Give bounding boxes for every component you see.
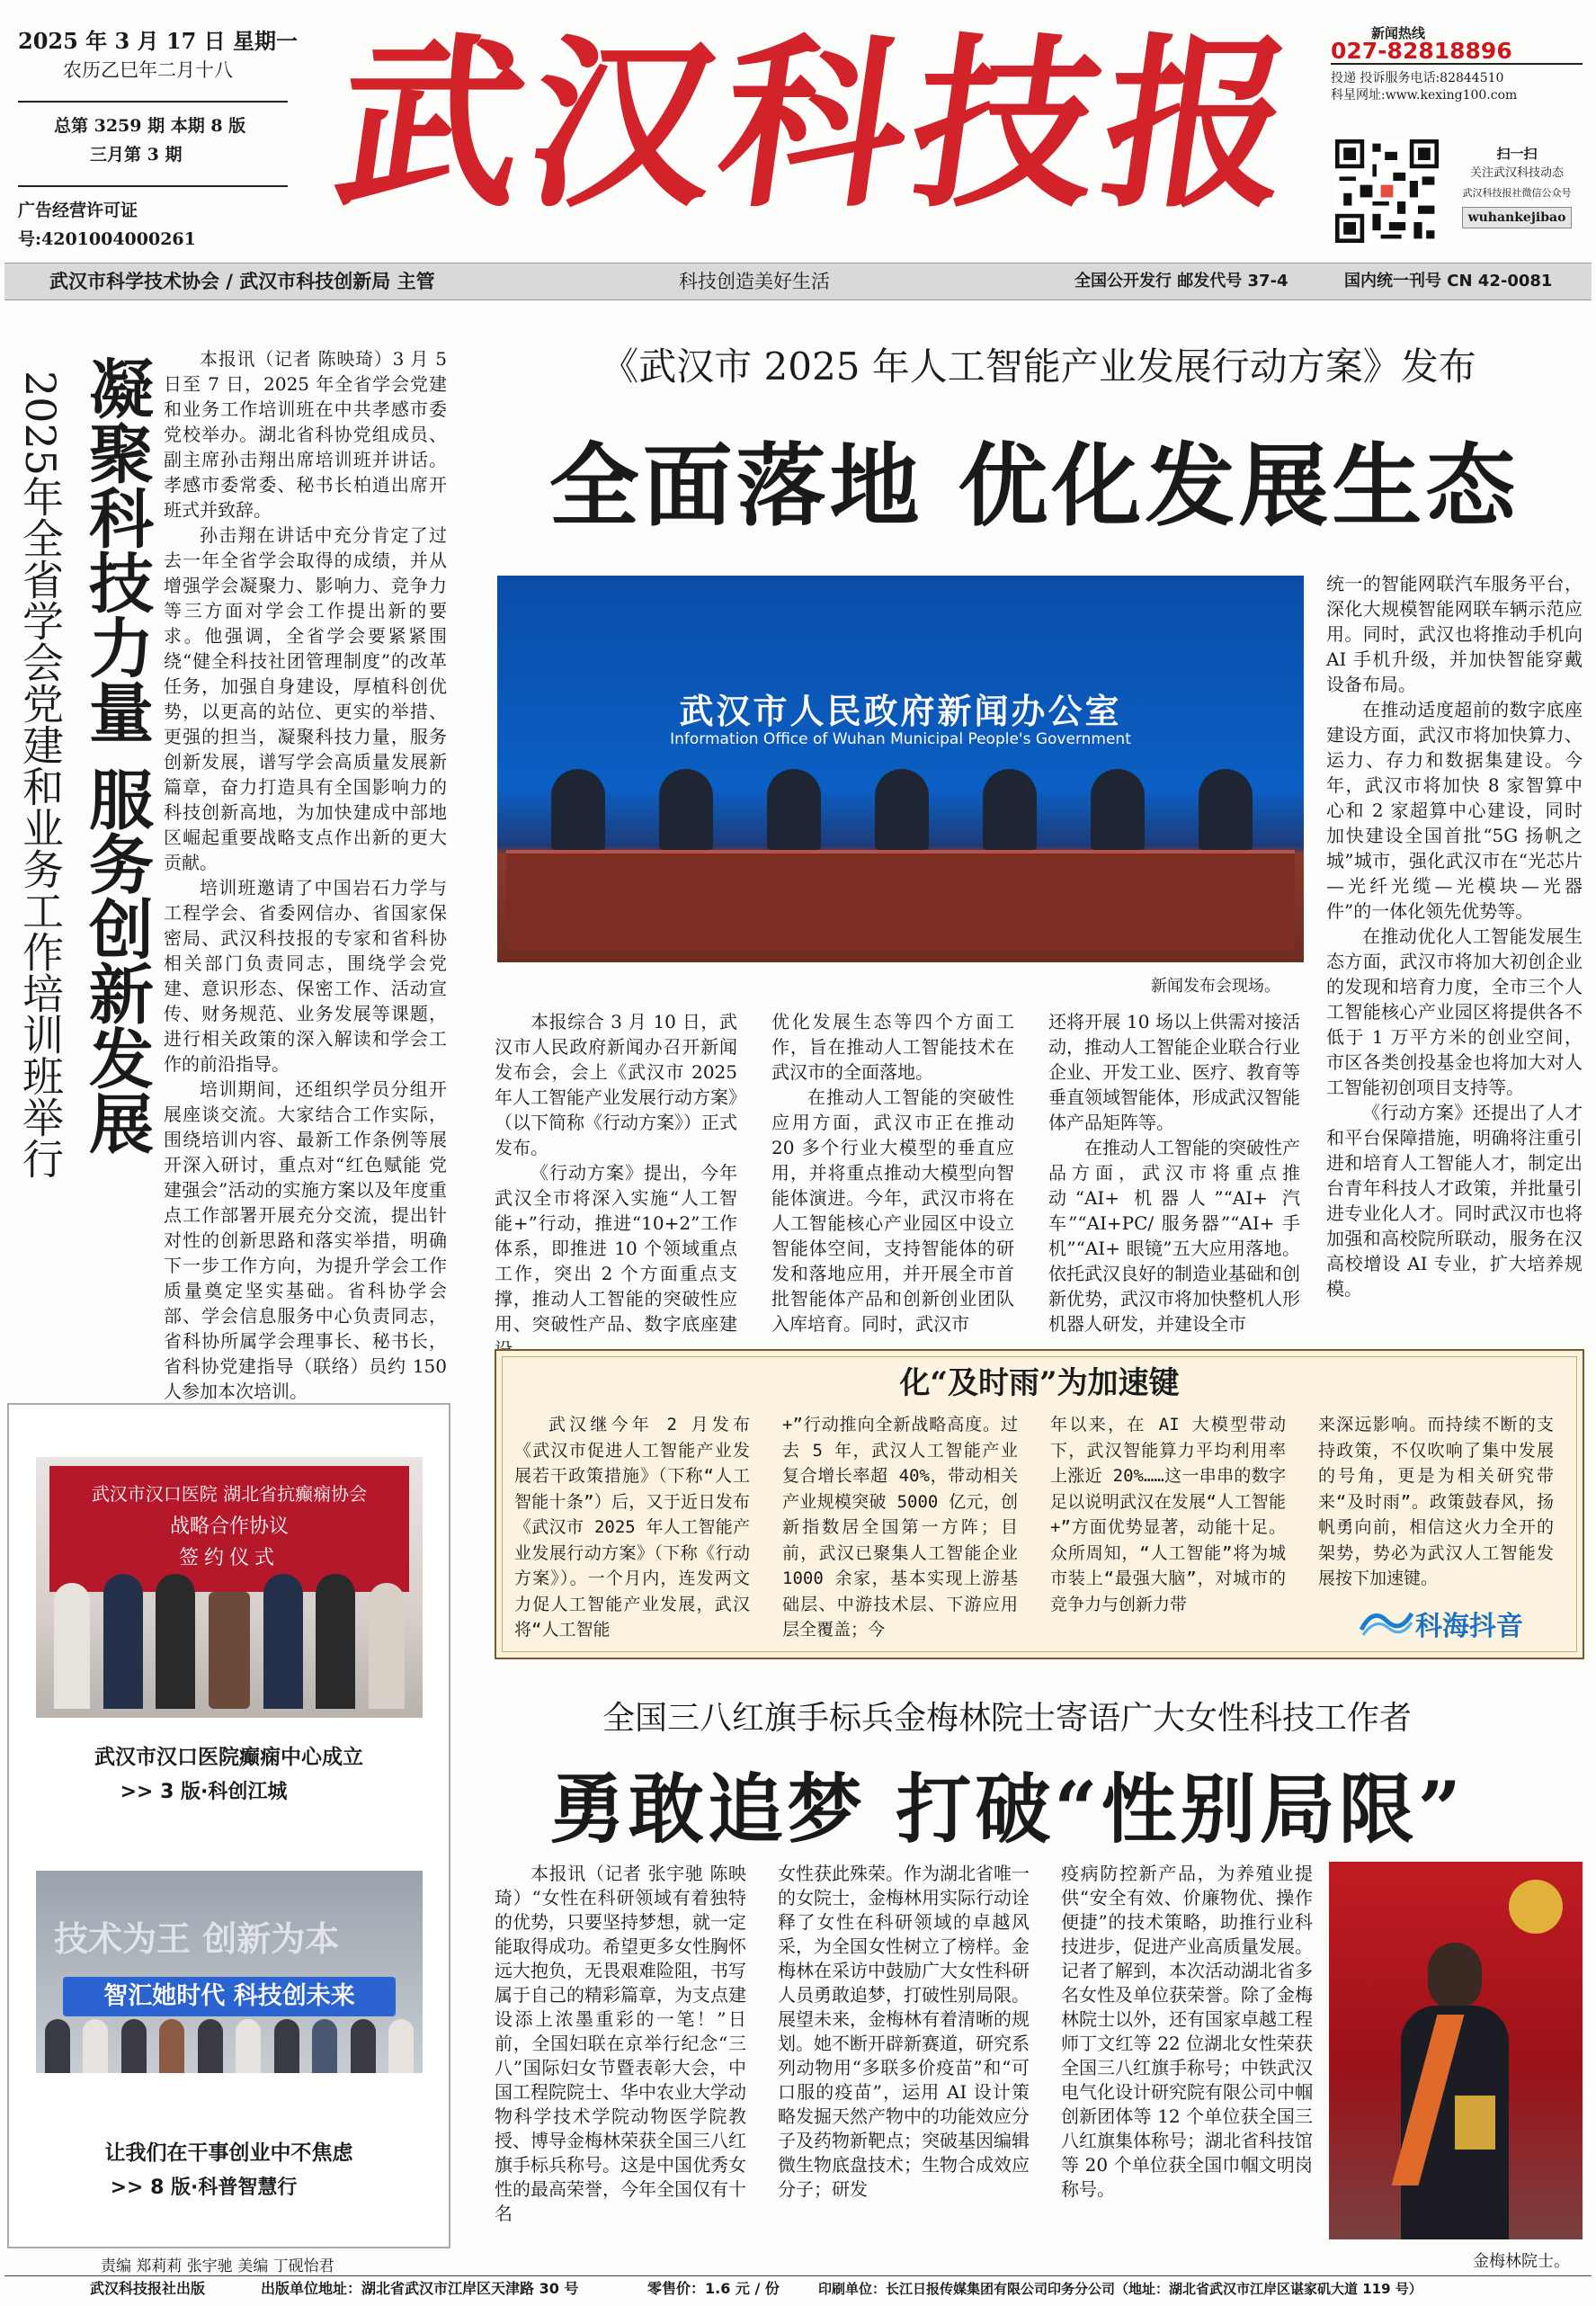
bottom-col-3: 疫病防控新产品，为养殖业提供“安全有效、价廉物优、操作便捷”的技术策略，助推行业科技进步，促进产业高质量发展。记者了解到，本次活动湖北省多名女性及单位获荣誉。除了金梅林院士以外，还有国家卓越工程师丁文红等 22 位湖北女性荣获全国三八红旗手称号；中铁武汉电气化设计研究院有限公司中帼创新团体等 12 个单位获全国三八红旗集体称号；湖北省科技馆等 20 个单位获全国巾帼文明岗称号。 xyxy=(1061,1863,1313,2200)
paragraph: 本报讯（记者 陈映琦）3 月 5 日至 7 日，2025 年全省学会党建和业务工作培训班在中共孝感市委党校举办。湖北省科协党组成员、副主席孙击翔出席培训班并讲话。孝感市委常委、秘书长柏逍出席开班式并致辞。 xyxy=(164,348,447,521)
commentary-box xyxy=(495,1349,1584,1659)
qr-line: 扫一扫 xyxy=(1496,146,1538,162)
people-row xyxy=(45,2019,414,2073)
printer: 印刷单位：长江日报传媒集团有限公司印务分公司（地址：湖北省武汉市江岸区谌家矶大道 119 号） xyxy=(818,2281,1422,2297)
qr-line: 关注武汉科技动态 xyxy=(1469,166,1564,180)
masthead-left xyxy=(18,27,315,254)
academician-photo xyxy=(1329,1862,1583,2239)
paragraph: 《行动方案》还提出了人才和平台保障措施，明确将注重引进和培育人工智能人才，制定出台青年科技人才政策，并批量引进专业化人才。同时武汉市也将加强和高校院所联动，服务在汉高校增设 AI 专业，扩大培养规模。 xyxy=(1326,1102,1583,1300)
photo-banner: 智汇她时代 科技创未来 xyxy=(63,1977,396,2016)
academician-caption: 金梅林院士。 xyxy=(1473,2252,1570,2271)
commentary-brand xyxy=(1360,1598,1566,1643)
main-col-1 xyxy=(495,1009,737,1333)
sponsor: 武汉市科学技术协会 / 武汉市科技创新局 主管 xyxy=(49,271,435,292)
main-story-headline: 全面落地 优化发展生态 xyxy=(548,433,1520,539)
photo-banner-cn: 武汉市人民政府新闻办公室 xyxy=(679,691,1122,731)
main-col-3 xyxy=(1048,1009,1300,1333)
qr-caption xyxy=(1449,144,1584,228)
issue-week: 三月第 3 期 xyxy=(90,145,183,165)
ad-license: 广告经营许可证号:4201004000261 xyxy=(18,201,196,249)
lunar-date: 农历乙巳年二月十八 xyxy=(63,59,233,81)
commentary-col: 武汉继今年 2 月发布《武汉市促进人工智能产业发展若干政策措施》（下称“人工智能十条”）后，又于近日发布《武汉市 2025 年人工智能产业发展行动方案》（下称《行动方案》）。一个月内，连发两文力促人工智能产业发展，武汉将“人工智能 xyxy=(514,1415,750,1640)
qr-code-icon xyxy=(1335,139,1439,243)
sidebar-item1-title[interactable]: 武汉市汉口医院癫痫中心成立 xyxy=(94,1745,363,1769)
contact-website: 科星网址:www.kexing100.com xyxy=(1331,88,1518,103)
editors-line: 责编 郑莉莉 张宇驰 美编 丁砚怡君 xyxy=(101,2257,334,2275)
commentary-col: 来深远影响。而持续不断的支持政策，不仅吹响了集中发展的号角，更是为相关研究带来“及时雨”。政策鼓春风，扬帆勇向前，相信这火力全开的架势，势必为武汉人工智能发展按下加速键。 xyxy=(1318,1415,1554,1588)
left-story-subhead: 2025年全省学会党建和业务工作培训班举行 xyxy=(16,371,65,1180)
sidebar-item1-ref[interactable]: >> 3 版·科创江城 xyxy=(120,1781,288,1803)
info-bar xyxy=(4,263,1592,300)
main-col-2 xyxy=(771,1009,1014,1333)
bottom-story-subhead: 全国三八红旗手标兵金梅林院士寄语广大女性科技工作者 xyxy=(602,1700,1412,1737)
logo-title: 武汉科技报 xyxy=(324,15,1313,233)
paragraph: 《行动方案》提出，今年武汉全市将深入实施“人工智能+”行动，推进“10+2”工作体系，即推进 10 个领域重点工作，突出 2 个方面重点支撑，推动人工智能的突破性应用、突破性产品、数字底座建 xyxy=(495,1162,737,1335)
podium xyxy=(506,850,1295,949)
issue-number: 总第 3259 期 本期 8 版 xyxy=(54,116,246,136)
publisher-address: 出版单位地址：湖北省武汉市江岸区天津路 30 号 xyxy=(261,2280,579,2297)
sidebar-item2-ref[interactable]: >> 8 版·科普智慧行 xyxy=(110,2176,298,2199)
backdrop-line1: 武汉市汉口医院 湖北省抗癫痫协会 xyxy=(91,1483,368,1505)
footer xyxy=(4,2275,1592,2302)
newspaper-logo xyxy=(324,9,1313,247)
main-col-right xyxy=(1326,571,1583,1331)
paragraph: 统一的智能网联汽车服务平台，深化大规模智能网联车辆示范应用。同时，武汉也将推动手机向 AI 手机升级，并加快智能穿戴设备布局。 xyxy=(1326,573,1583,695)
left-story-headline: 凝聚科技力量 服务创新发展 xyxy=(78,355,154,1156)
paragraph: 孙击翔在讲话中充分肯定了过去一年全省学会取得的成绩，并从增强学会凝聚力、影响力、竞争力等三方面对学会工作提出新的要求。他强调，全省学会要紧紧围绕“健全科技社团管理制度”的改革任务，加强自身建设，厚植科创优势，以更高的站位、更实的举措、更强的担当，凝聚科技力量，服务创新发展，谱写学会高质量发展新篇章，奋力打造具有全国影响力的科技创新高地，为加快建成中部地区崛起重要战略支点作出新的更大贡献。 xyxy=(164,524,447,873)
paragraph: 培训期间，还组织学员分组开展座谈交流。大家结合工作实际，围绕培训内容、最新工作条例等展开深入研讨，重点对“红色赋能 党建强会”活动的实施方案以及年度重点工作部署开展充分交流，提出针对性的创新思路和落实举措，明确下一步工作方向，为提升学会工作质量奠定坚实基础。省科协学会部、学会信息服务中心负责同志，省科协所属学会理事长、秘书长，省科协党建指导（联络）员约 150 人参加本次培训。 xyxy=(164,1078,447,1402)
backdrop-line3: 签约仪式 xyxy=(178,1547,280,1569)
divider xyxy=(18,185,288,187)
bottom-col-2: 女性获此殊荣。作为湖北省唯一的女院士，金梅林用实际行动诠释了女性在科研领域的卓越风采，为全国女性树立了榜样。金梅林在采访中鼓励广大女性科研人员勇敢追梦，打破性别局限。展望未来，金梅林有着清晰的规划。她不断开辟新赛道，研究系列动物用“多联多价疫苗”和“可口服的疫苗”，运用 AI 设计策略发掘天然产物中的功能效应分子及药物新靶点；突破基因编辑微生物底盘技术；生物合成效应分子；研发 xyxy=(778,1863,1030,2200)
contact-phone: 投递 投诉服务电话:82844510 xyxy=(1331,71,1504,85)
masthead-right xyxy=(1331,25,1583,104)
emblem-icon xyxy=(1509,1880,1563,1934)
wechat-id: wuhankejibao xyxy=(1462,207,1573,228)
issue-date: 2025 年 3 月 17 日 星期一 xyxy=(18,28,299,54)
bottom-col-1: 本报讯（记者 张宇驰 陈映琦）“女性在科研领域有着独特的优势，只要坚持梦想，就一定能取得成功。希望更多女性胸怀远大抱负，无畏艰难险阻，书写属于自己的精彩篇章，为支点建设添上浓墨重彩的一笔！”日前，全国妇联在京举行纪念“三八”国际妇女节暨表彰大会，中国工程院院士、华中农业大学动物科学技术学院动物医学院教授、博导金梅林荣获全国三八红旗手标兵称号。这是中国优秀女性的最高荣誉，今年全国仅有十名 xyxy=(495,1863,746,2224)
commentary-title: 化“及时雨”为加速键 xyxy=(899,1365,1180,1401)
paragraph: 在推动人工智能的突破性应用方面，武汉市正在推动 20 多个行业大模型的垂直应用，并将重点推动大模型向智能体演进。今年，武汉市将在人工智能核心产业园区中设立智能体空间，支持智能体的研发和落地应用，并开展全市首批智能体产品和创新创业团队入库培育。同时，武汉市 xyxy=(771,1086,1014,1335)
slogan: 科技创造美好生活 xyxy=(679,271,830,292)
photo-wall-text: 技术为王 创新为本 xyxy=(54,1918,340,1959)
people-row xyxy=(54,1574,405,1709)
hotline-label: 新闻热线 xyxy=(1371,25,1426,41)
commentary-col: 年以来，在 AI 大模型带动下，武汉智能算力平均利用率上涨近 20%……这一串串的数字足以说明武汉在发展“人工智能 +”方面优势显著，动能十足。众所周知，“人工智能”将为城市装上“最强大脑”，对城市的竞争力与创新力带 xyxy=(1050,1415,1286,1614)
bottom-story-headline: 勇敢追梦 打破“性别局限” xyxy=(549,1765,1465,1854)
retail-price: 零售价：1.6 元 / 份 xyxy=(647,2280,780,2297)
publisher: 武汉科技报社出版 xyxy=(90,2280,206,2297)
signing-ceremony-photo xyxy=(36,1457,423,1718)
divider xyxy=(18,101,288,103)
person-head xyxy=(1428,1943,1482,2010)
cn-number: 国内统一刊号 CN 42-0081 xyxy=(1344,272,1553,290)
paragraph: 本报综合 3 月 10 日，武汉市人民政府新闻办召开新闻发布会，会上《武汉市 2025 年人工智能产业发展行动方案》（以下简称《行动方案》）正式发布。 xyxy=(495,1011,737,1158)
wave-icon xyxy=(1360,1603,1413,1639)
brand-name: 科海抖音 xyxy=(1415,1611,1523,1642)
backdrop-line2: 战略合作协议 xyxy=(169,1515,289,1538)
qr-line: 武汉科技报社微信公众号 xyxy=(1462,187,1572,199)
paragraph: 优化发展生态等四个方面工作，旨在推动人工智能技术在武汉市的全面落地。 xyxy=(771,1011,1014,1083)
left-story-body xyxy=(164,346,447,1402)
press-conference-photo xyxy=(497,576,1304,962)
paragraph: 在推动人工智能的突破性产品方面，武汉市将重点推动“AI+ 机器人”“AI+ 汽车”“AI+PC/ 服务器”“AI+ 手机”“AI+ 眼镜”五大应用落地。依托武汉良好的制造业基础和创新优势，武汉市将加快整机人形机器人研发，并建设全市 xyxy=(1048,1137,1300,1335)
sidebar-item2-title[interactable]: 让我们在干事创业中不焦虑 xyxy=(104,2141,353,2165)
hotline-number: 027-82818896 xyxy=(1331,42,1583,65)
certificate xyxy=(1455,2096,1495,2150)
photo-caption: 新闻发布会现场。 xyxy=(1151,977,1280,996)
paragraph: 在推动优化人工智能发展生态方面，武汉市将加大初创企业的发现和培育力度，全市三个人工智能核心产业园区将提供各不低于 1 万平方米的创业空间，市区各类创投基金也将加大对人工智能初创项目支持等。 xyxy=(1326,925,1583,1098)
main-story-subhead: 《武汉市 2025 年人工智能产业发展行动方案》发布 xyxy=(601,344,1476,389)
paragraph: 在推动适度超前的数字底座建设方面，武汉市将加快算力、运力、存力和数据集建设。今年，武汉市将加快 8 家智算中心和 2 家超算中心建设，同时加快建设全国首批“5G 扬帆之城”城市，强化武汉市在“光芯片—光纤光缆—光模块—光器件”的一体化领先优势等。 xyxy=(1326,699,1583,922)
photo-banner-en: Information Office of Wuhan Municipal People's Government xyxy=(670,730,1131,748)
people-row xyxy=(551,769,1253,859)
paragraph: 培训班邀请了中国岩石力学与工程学会、省委网信办、省国家保密局、武汉科技报的专家和省科协相关部门负责同志，围绕学会党建、意识形态、保密工作、活动宣传、财务规范、业务发展等课题，进行相关政策的深入解读和学会工作的前沿指导。 xyxy=(164,877,447,1075)
commentary-col: +”行动推向全新战略高度。过去 5 年，武汉人工智能产业复合增长率超 40%，带动相关产业规模突破 5000 亿元，创新指数居全国第一方阵；目前，武汉已聚集人工智能企业 1000 余家，基本实现上游基础层、中游技术层、下游应用层全覆盖；今 xyxy=(782,1415,1018,1640)
women-tech-photo xyxy=(36,1871,423,2073)
paragraph: 还将开展 10 场以上供需对接活动，推动人工智能企业联合行业企业、开发工业、医疗、教育等垂直领域智能体，形成武汉智能体产品矩阵等。 xyxy=(1048,1011,1300,1133)
postal-code: 全国公开发行 邮发代号 37-4 xyxy=(1074,272,1288,290)
